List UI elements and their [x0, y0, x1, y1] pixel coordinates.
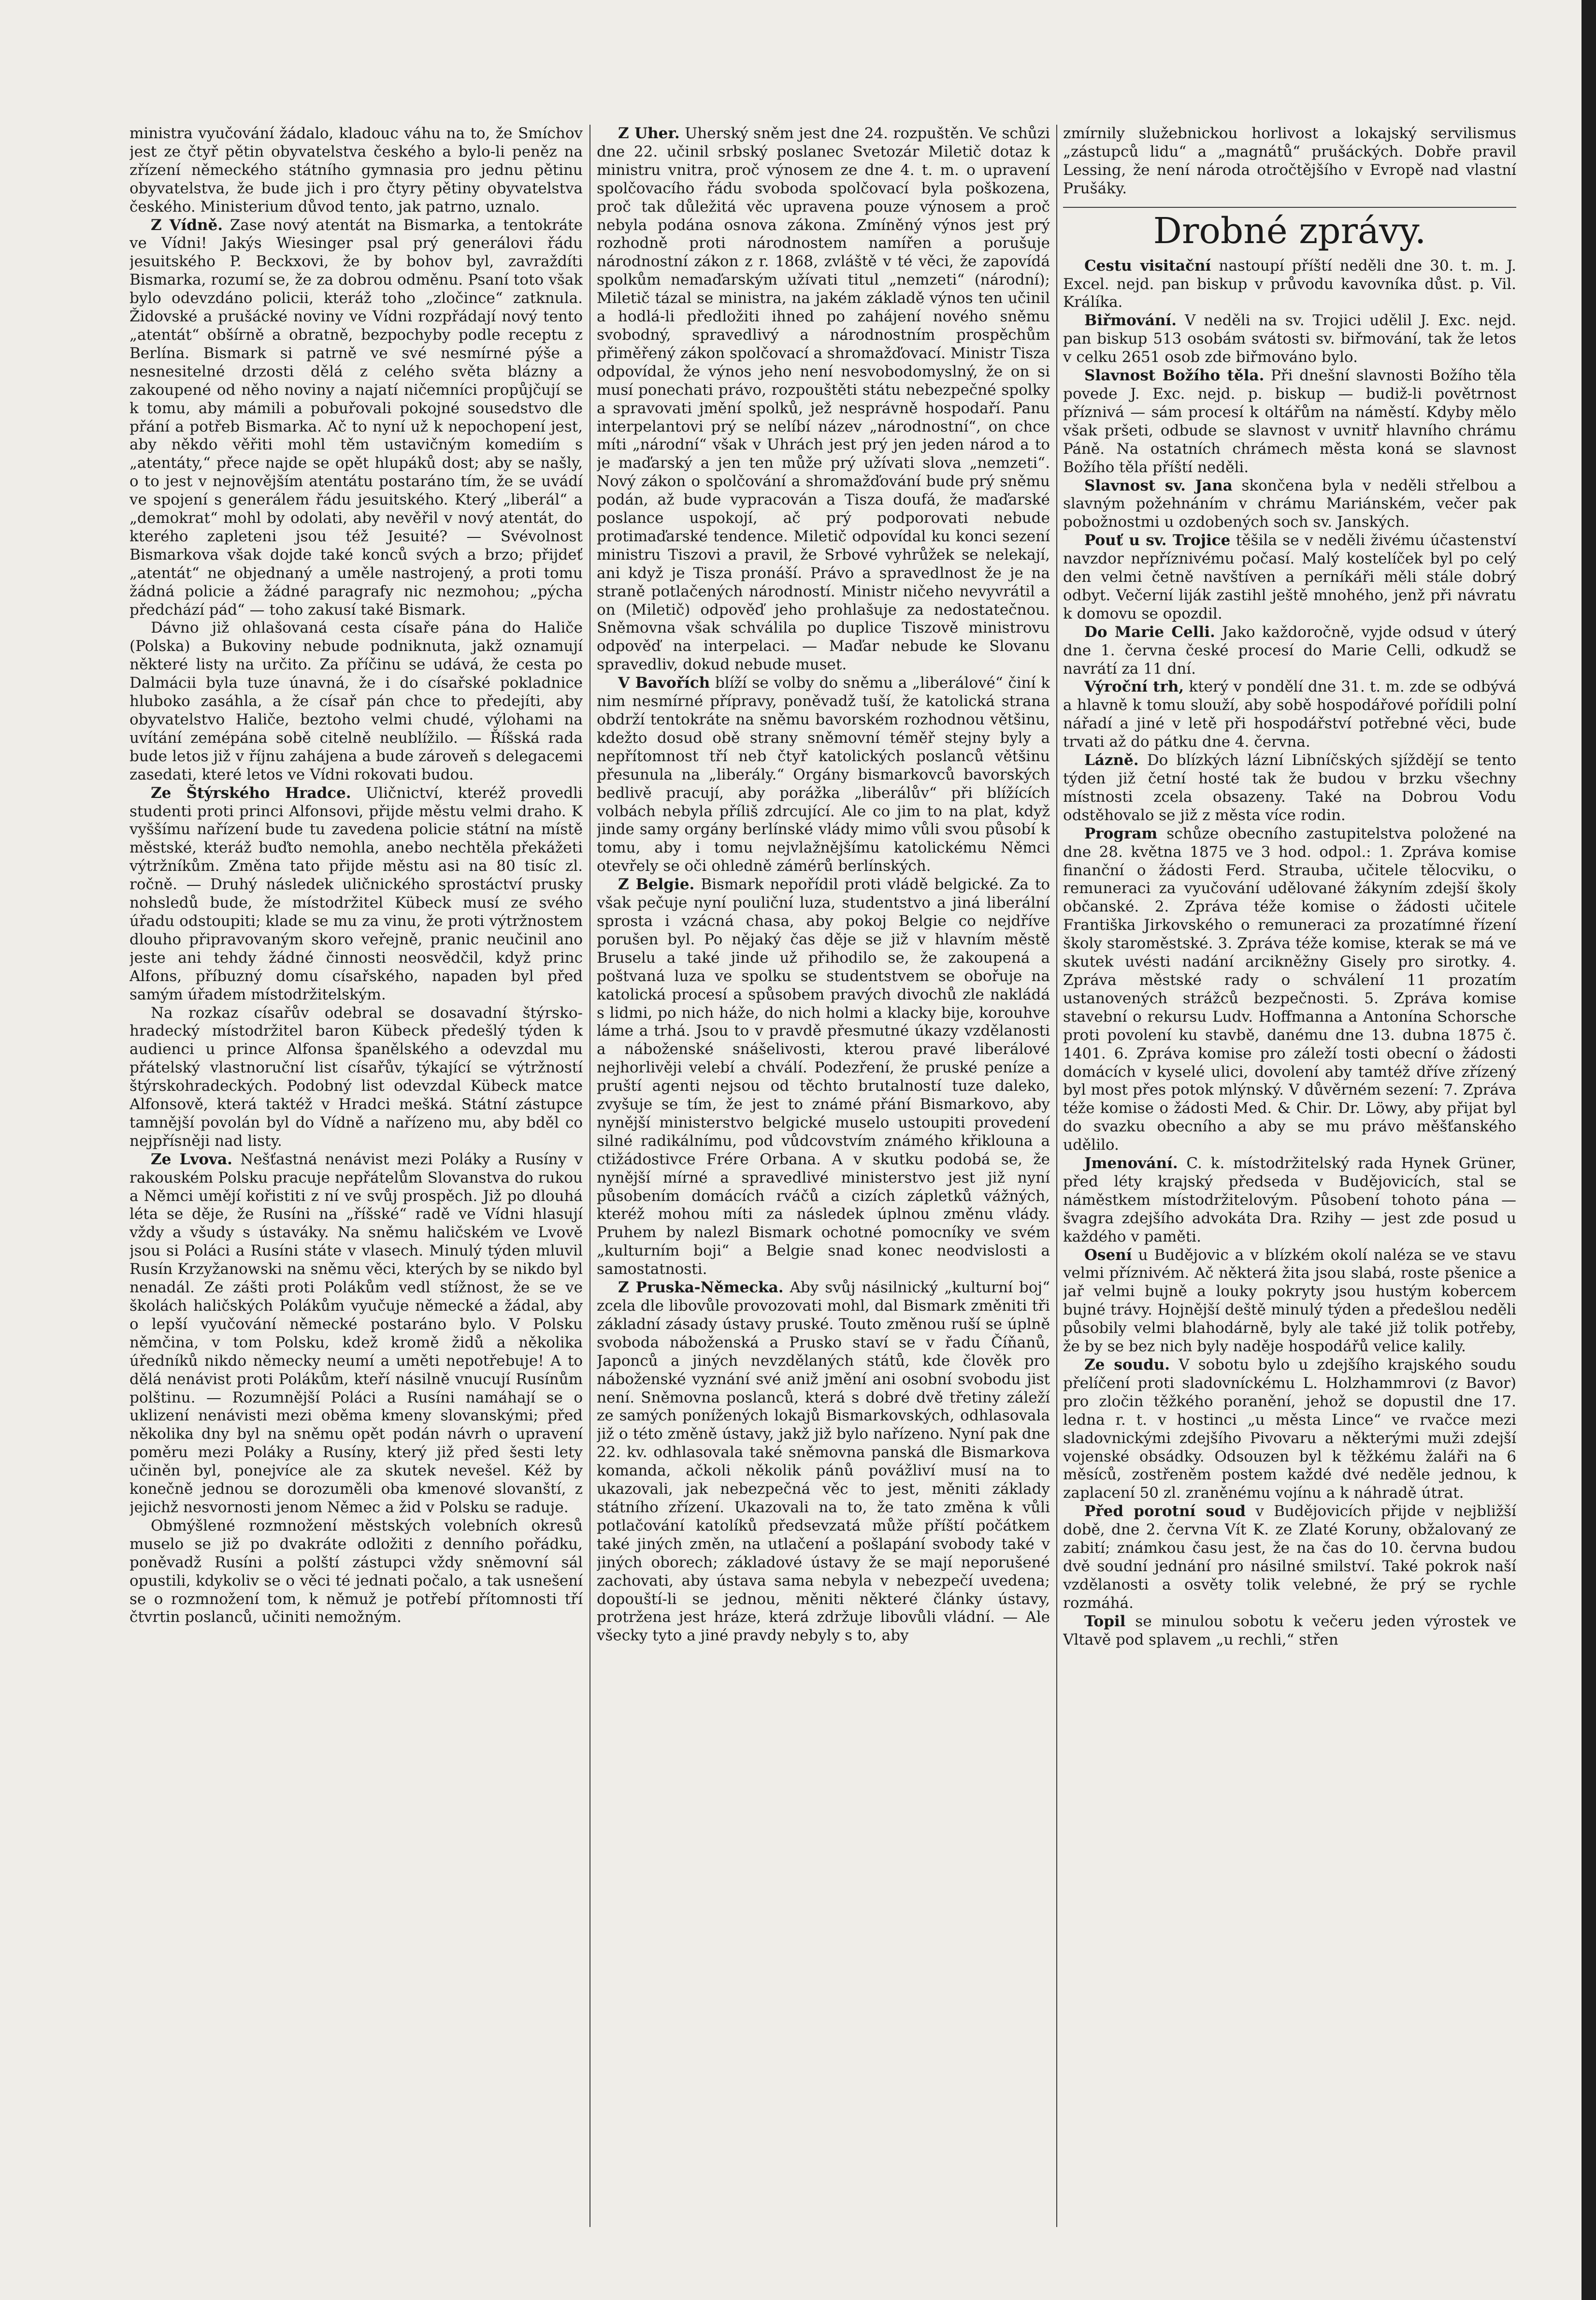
paragraph-text: těšila se v neděli živému účastenství navzdor nepříznivému počasí. Malý kostelíček byl po celý den velmi četně navštíven a perníkáři měli stále dobrý odbyt. Večerní liják zastihl ještě mnohého, jenž při návratu k domovu se opozdil. [1063, 532, 1516, 622]
paragraph-text: Dávno již ohlašovaná cesta císaře pána do Haliče (Polska) a Bukoviny nebude podniknuta, jakž oznamují některé listy na určito. Za příčinu se udává, že cesta po Dalmácii byla tuze únavná, že i do císařské pokladnice hluboko zasáhla, a že císař pán chce to předejíti, aby obyvatelstvo Haliče, beztoho velmi chudé, výlohami na uvítání zemépána sobě citelně neublížilo. — Říšská rada bude letos již v říjnu zahájena a bude zároveň s delegacemi zasedati, které letos ve Vídni rokovati budou. [129, 619, 583, 783]
article-paragraph [1063, 1613, 1516, 1649]
article-paragraph [129, 1151, 583, 1517]
article-paragraph [597, 674, 1050, 876]
paragraph-lead: Ze Štýrského Hradce. [151, 784, 351, 802]
paragraph-text: C. k. místodržitelský rada Hynek Grüner, před léty krajský předseda v Budějovicích, stal se náměstkem místodržitelovým. Působení tohoto pána — švagra zdejšího advokáta Dra. Rzihy — jest zde posud u každého v paměti. [1063, 1155, 1516, 1245]
paragraph-lead: Topil [1084, 1612, 1126, 1630]
paragraph-lead: Biřmování. [1084, 312, 1177, 330]
article-paragraph [1063, 752, 1516, 825]
section-heading: Drobné zprávy. [1063, 207, 1516, 251]
article-paragraph [1063, 1503, 1516, 1612]
paragraph-text: Jako každoročně, vyjde odsud v úterý dne 1. června české procesí do Marie Celli, odkudž se navrátí za 11 dní. [1063, 623, 1516, 678]
paragraph-lead: Program [1084, 825, 1158, 842]
paragraph-lead: Ze soudu. [1084, 1356, 1170, 1374]
article-paragraph [597, 125, 1050, 674]
paragraph-text: Zase nový atentát na Bismarka, a tentokráte ve Vídni! Jakýs Wiesinger psal prý generálovi řádu jesuitského P. Beckxovi, že by bohov byl, zavraždíti Bismarka, rozumí se, že za dobrou odměnu. Psaní toto však bylo odevzdáno policii, kteráž toho „zločince“ zatknula. Židovské a prušácké noviny ve Vídni rozpřádají nový tento „atentát“ obšírně a obratně, bezpochyby podle receptu z Berlína. Bismark si patrně ve své nesmírné pýše a nesnesitelné drzosti dělá z celého světa blázny a zakoupené od něho noviny a najatí ničemníci propůjčují se k tomu, aby mámili a pobuřovali pokojné sousedstvo dle přání a potřeb Bismarka. Ač to nyní už k nepochopení jest, aby někdo věřiti mohl těm ustavičným komediím s „atentáty,“ přece najde se opět hlupáků dost; aby se našly, o to jest v nejnovějším atentátu postaráno tím, že se uvádí ve spojení s generálem řádu jesuitského. Který „liberál“ a „demokrat“ mohl by odolati, aby nevěřil v nový atentát, do kterého zapleteni jsou též Jesuité? — Svévolnost Bismarkova však dojde také konců svých a brzo; přijdeť „atentát“ ne objednaný a uměle nastrojený, a proti tomu žádná policie a žádné paragrafy nic nezmohou; „pýcha předchází pád“ — toho zakusí také Bismark. [129, 216, 583, 619]
article-paragraph [129, 619, 583, 784]
article-paragraph [1063, 1155, 1516, 1246]
paragraph-text: Na rozkaz císařův odebral se dosavadní štýrsko-hradecký místodržitel baron Kübeck předešlý týden k audienci u prince Alfonsa španělského a odevzdal mu přátelský vlastnoruční list císařův, týkající se výtržností štýrskohradeckých. Podobný list odevzdal Kübeck matce Alfonsově, která taktéž v Hradci mešká. Státní zástupce tamnější povolán byl do Vídně a nařízeno mu, aby bděl co nejpřísněji nad listy. [129, 1004, 583, 1150]
paragraph-text: skončena byla v neděli střelbou a slavným požehnáním v chrámu Mariánském, večer pak pobožnostmi u ozdobených soch sv. Janských. [1063, 477, 1516, 531]
paragraph-lead: Slavnost sv. Jana [1084, 477, 1233, 494]
paragraph-text: se minulou sobotu k večeru jeden výrostek ve Vltavě pod splavem „u rechli,“ střen [1063, 1612, 1516, 1649]
article-paragraph [129, 125, 583, 217]
paragraph-lead: Ze Lvova. [151, 1150, 232, 1168]
column-rule [1056, 125, 1057, 2227]
paragraph-lead: Lázně. [1084, 752, 1139, 769]
paragraph-text: Uličnictví, kteréž provedli studenti proti princi Alfonsovi, přijde městu velmi draho. K vyššímu nařízení bude tu zavedena policie státní na místě městské, kteráž buďto nemohla, anebo nechtěla překážeti výtržníkům. Změna tato přijde městu asi na 80 tisíc zl. ročně. — Druhý následek uličnického sprostáctví prusky nohsledů bude, že místodržitel Kübeck musí ze svého úřadu odstoupiti; klade se mu za vinu, že proti výtržnostem dlouho připravovaným skoro veřejně, pranic neučinil ano jeste ani tehdy žádné činnosti neosvědčil, když princ Alfons, příbuzný domu císařského, napaden byl před samým úřadem místodržitelským. [129, 784, 583, 1003]
paragraph-text: Do blízkých lázní Libníčských sjíždějí se tento týden již četní hosté tak že budou v brzku všechny místnosti zcela obsazeny. Také na Dobrou Vodu odstěhovalo se již z města více rodin. [1063, 752, 1516, 824]
article-paragraph [1063, 477, 1516, 532]
article-paragraph [1063, 367, 1516, 477]
paragraph-text: zmírnily služebnickou horlivost a lokajský servilismus „zástupců lidu“ a „magnátů“ prušáckých. Dobře pravil Lessing, že není národa otročtějšího v Evropě nad vlastní Prušáky. [1063, 125, 1516, 197]
paragraph-lead: Cestu visitační [1084, 257, 1211, 275]
paragraph-text: Bismark nepořídil proti vládě belgické. Za to však pečuje nyní pouliční luza, studentstvo a jiná liberální sprosta i vzácná chasa, aby pokoj Belgie co nejdříve porušen byl. Po nějaký čas děje se již v hlavním městě Bruselu a také jinde už přihodilo se, že zakoupená a poštvaná luza ve spolku se studentstvem se obořuje na katolická procesí a spůsobem pravých divochů zle nakládá s lidmi, po nich háže, do nich holmi a klacky bije, korouhve láme a trhá. Jsou to v pravdě přesmutné úkazy vzdělanosti a náboženské snášelivosti, kterou pravé liberálové nejhorlivěji velebí a chválí. Podezření, že pruské peníze a pruští agenti nejsou od těchto brutalností tuze daleko, zvyšuje se tím, že jest to známé přání Bismarkovo, aby nynější ministerstvo belgické muselo ustoupiti provedení silné radikálnímu, pod vůdcovstvím známého křiklouna a ctižádostivce Frére Orbana. A v skutku podobá se, že nynější mírné a spravedlivé ministerstvo jest již nyní působením domácích rváčů a cizích zápletků vážných, kteréž mohou míti za následek úplnou změnu vlády. Pruhem by nalezl Bismark ochotné pomocníky ve svém „kulturním boji“ a Belgie snad konec neodvislosti a samostatnosti. [597, 876, 1050, 1278]
article-paragraph [1063, 125, 1516, 198]
column-2 [597, 125, 1050, 2227]
article-paragraph [1063, 825, 1516, 1155]
paragraph-lead: Pouť u sv. Trojice [1084, 532, 1231, 550]
article-paragraph [1063, 257, 1516, 312]
paragraph-text: Nešťastná nenávist mezi Poláky a Rusíny v rakouském Polsku pracuje nepřátelům Slovanstva do rukou a Němci umějí kořistiti z ní ve svůj prospěch. Již po dlouhá léta se děje, že Rusíni na „říšské“ radě ve Vídni hlasují vždy a všudy s ústaváky. Na sněmu haličském ve Lvově jsou si Poláci a Rusíni státe v vlasech. Minulý týden mluvil Rusín Krzyžanowski na sněmu věci, kterých by se nikdo byl nenadál. Ze zášti proti Polákům vedl stížnost, že se ve školách haličských Polákům vyučuje německé a žádal, aby o lepší vyučování německé postaráno bylo. V Polsku němčina, v tom Polsku, kdež kromě židů a několika úředníků nikdo německy neumí a uměti nepotřebuje! A to dělá nenávist proti Polákům, kteří násilně vnucují Rusínům polštinu. — Rozumnější Poláci a Rusíni namáhají se o uklizení nenávisti mezi oběma kmeny slovanskými; před několika dny byl na sněmu opět podán návrh o upravení poměru mezi Poláky a Rusíny, který již před šesti lety učiněn byl, ponejvíce ale za skutek nevešel. Kéž by konečně jednou se dorozuměli oba kmenové slovanští, z jejichž nesvornosti jenom Němec a žid v Polsku se raduje. [129, 1150, 583, 1516]
paragraph-lead: Z Uher. [618, 125, 680, 142]
article-paragraph [129, 217, 583, 620]
paragraph-text: V sobotu bylo u zdejšího krajského soudu přelíčení proti sladovníckému L. Holzhammrovi (z Bavor) pro zločin těžkého poranění, jehož se dopustil dne 17. ledna r. t. v hostinci „u města Lince“ ve rvačce mezi sladovnickými zdejšího Pivovaru a některými muži zdejší vojenské obsádky. Odsouzen byl k těžkému žaláři na 6 měsíců, zostřeněm postem každé dvé neděle jednou, k zaplacení 50 zl. zraněnému vojínu a k náhradě útrat. [1063, 1356, 1516, 1502]
article-paragraph [129, 784, 583, 1004]
paragraph-lead: Z Pruska-Německa. [618, 1279, 784, 1297]
article-paragraph [1063, 1356, 1516, 1503]
paragraph-lead: Z Belgie. [618, 876, 695, 894]
article-paragraph [1063, 1246, 1516, 1356]
paragraph-text: v Budějovicích přijde v nejbližší době, dne 2. června Vít K. ze Zlaté Koruny, obžalovaný ze zabití; známkou času jest, že na čas do 10. června budou dvě soudní jednání pro násilné smilství. Také pokrok naší vzdělanosti a osvěty tolik velebné, že prý se rychle rozmáhá. [1063, 1503, 1516, 1612]
column-3 [1063, 125, 1516, 2227]
paragraph-text: který v pondělí dne 31. t. m. zde se odbývá a hlavně k tomu slouží, aby sobě hospodářové pořídili polní nářadí a jiné v letě při hospodářství potřebné věci, bude trvati až do pátku dne 4. června. [1063, 678, 1516, 751]
paragraph-text: blíží se volby do sněmu a „liberálové“ činí k nim nesmírné přípravy, poněvadž tuší, že katolická strana obdrží tentokráte na sněmu bavorském rozhodnou většinu, kdežto dosud obě strany sněmovní téměř stejny byly a nepřítomnost tří neb čtyř katolických poslanců většinu přesunula na „liberály.“ Orgány bismarkovců bavorských bedlivě pracují, aby porážka „liberálův“ při blížících volbách nebyla příliš zdrcující. Ale co jim to na plat, když jinde samy orgány berlínské vlády mimo vůli svou působí k tomu, aby i tomu nejvlažnějšímu katolickému Němci otevřely se oči ohledně zámérů berlínských. [597, 674, 1050, 875]
paragraph-lead: V Bavořích [618, 674, 710, 692]
paragraph-text: Uherský sněm jest dne 24. rozpuštěn. Ve schůzi dne 22. učinil srbský poslanec Svetozár Miletič dotaz k ministru vnitra, proč výnosem ze dne 4. t. m. o upravení spolčovacího řádu svoboda spolčovací byla poškozena, proč tak důležitá věc upravena pouze výnosem a proč nebyla podána osnova zákona. Zmíněný výnos jest prý rozhodně proti národnostem namířen a porušuje národnostní zákon z r. 1868, zvláště v té věci, že zapovídá spolkům nemaďarským užívati titul „nemzeti“ (národní); Miletič tázal se ministra, na jakém základě výnos ten učinil a hodlá-li předložiti ihned po zahájení nového sněmu svobodný, spravedlivý a národnostním prospěchům přiměřený zákon spolčovací a shromažďovací. Ministr Tisza odpovídal, že výnos jeho není nesvobodomyslný, že on si musí ponechati právo, rozpouštěti státu nebezpečné spolky a spravovati jmění spolků, jež nesprávně hospodaří. Panu interpelantovi prý se nelíbí název „národnostní“, on chce míti „národní“ však v Uhrách jest prý jen jeden národ a to je maďarský a jen ten může prý užívati slova „nemzeti“. Nový zákon o spolčování a shromažďování bude prý sněmu podán, až bude vypracován a Tisza doufá, že maďarské poslance uspokojí, ač prý podporovati nebude protimaďarské tendence. Miletič odpovídal ku konci sezení ministru Tiszovi a pravil, že Srbové vyhrůžek se nelekají, ani když je Tisza pronáší. Právo a spravedlnost že je na straně potlačených národností. Ministr ničeho nevyvrátil a on (Miletič) odpověď jeho prohlašuje za nedostatečnou. Sněmovna však schválila po duplice Tiszově ministrovu odpověď na interpelaci. — Maďar nebude ke Slovanu spravedliv, dokud nebude muset. [597, 125, 1050, 674]
paragraph-text: Aby svůj násilnický „kulturní boj“ zcela dle libovůle provozovati mohl, dal Bismark změniti tři základní zásady ústavy pruské. Touto změnou ruší se úplně svoboda náboženská a Prusko staví se v řadu Číňanů, Japonců a jiných nevzdělaných států, kde člověk pro náboženské vyznání své aniž jmění ani osobní svobodu jist není. Sněmovna poslanců, která s dobré dvě třetiny záleží ze samých ponížených lokajů Bismarkovských, odhlasovala již o této změně ústavy, jakž již bylo nařízeno. Nyní pak dne 22. kv. odhlasovala také sněmovna panská dle Bismarkova komanda, ačkoli několik pánů povážliví musí na to ukazovali, jak nebezpečná věc to jest, měniti základy státního zřízení. Ukazovali na to, že tato změna k vůli potlačování katolíků předsevzatá může příští počátkem také jiných změn, na utlačení a pošlapání svobody také v jiných oborech; základové ústavy že se mají neporušené zachovati, aby ústava sama nebyla v nebezpečí uvedena; dopouští-li se jednou, měniti některé články ústavy, protržena jest hráze, která zdržuje libovůli vládní. — Ale všecky tyto a jiné pravdy nebyly s to, aby [597, 1279, 1050, 1645]
article-paragraph [1063, 678, 1516, 752]
article-paragraph [1063, 623, 1516, 679]
paragraph-text: schůze obecního zastupitelstva položené na dne 28. května 1875 ve 3 hod. odpol.: 1. Zpráva komise finanční o žádosti Ferd. Strauba, učitele tělocviku, o remuneraci za vyučování udělované žákyním zdejší školy občanské. 2. Zpráva téže komise o žádosti učitele Františka Jirkovského o remuneraci za prozatímné řízení školy staroměstské. 3. Zpráva téže komise, kterak se má ve skutek uvésti nadání arcikněžny Gisely pro sirotky. 4. Zpráva městské rady o schválení 11 prozatím ustanovených strážců bezpečnosti. 5. Zpráva komise stavební o rekursu Ludv. Hoffmanna a Antonína Schorsche proti povolení ku stavbě, danému dne 13. dubna 1875 č. 1401. 6. Zpráva komise pro záleží tosti obecní o žádosti domácích v kyselé ulici, dovolení aby tamtéž dříve zřízený byl most přes potok mlýnský. V důvěrném sezení: 7. Zpráva téže komise o žádosti Med. & Chir. Dr. Löwy, aby přijat byl do svazku obecního a aby se mu právo měšťanského udělilo. [1063, 825, 1516, 1154]
paragraph-text: ministra vyučování žádalo, kladouc váhu na to, že Smíchov jest ze čtyř pětin obyvatelstva českého a bylo-li peněz na zřízení německého státního gymnasia pro jednu pětinu obyvatelstva, že bude jich i pro čtyry pětiny obyvatelstva českého. Ministerium důvod tento, jak patrno, uznalo. [129, 125, 583, 216]
article-paragraph [129, 1517, 583, 1627]
paragraph-lead: Do Marie Celli. [1084, 623, 1215, 641]
paragraph-text: Obmýšlené rozmnožení městských volebních okresů muselo se již po dvakráte odložiti z denního pořádku, poněvadž Rusíni a polští zástupci vždy sněmovní sál opustili, kdykoliv se o věci té jednati počalo, a tak usnešení se o rozmnožení tom, k němuž je potřebí přítomnosti tří čtvrtin poslanců, učiniti nemožným. [129, 1517, 583, 1626]
article-paragraph [1063, 312, 1516, 367]
paragraph-text: nastoupí příští neděli dne 30. t. m. J. Excel. nejd. pan biskup v průvodu kavovníka důst. p. Vil. Králíka. [1063, 257, 1516, 311]
paragraph-text: V neděli na sv. Trojici udělil J. Exc. nejd. pan biskup 513 osobám svátosti sv. biřmování, tak že letos v celku 2651 osob zde biřmováno bylo. [1063, 312, 1516, 366]
article-paragraph [597, 1279, 1050, 1645]
paragraph-lead: Výroční trh, [1084, 678, 1184, 696]
paragraph-text: u Budějovic a v blízkém okolí naléza se ve stavu velmi příznivém. Ač některá žita jsou slabá, roste pšenice a jař velmi bujně a louky pokryty jsou hustým kobercem bujné trávy. Hojnější deště minulý týden a předešlou neděli působily velmi blahodárně, byly ale také již tolik potřeby, že by se bez nich byly naděje hospodářů velice kalily. [1063, 1246, 1516, 1356]
article-paragraph [597, 876, 1050, 1279]
paragraph-lead: Jmenování. [1084, 1155, 1178, 1172]
paragraph-lead: Osení [1084, 1246, 1132, 1264]
article-paragraph [129, 1004, 583, 1151]
article-paragraph [1063, 532, 1516, 623]
paragraph-lead: Před porotní soud [1084, 1503, 1246, 1520]
paragraph-text: Při dnešní slavnosti Božího těla povede J. Exc. nejd. p. biskup — budiž-li povětrnost příznivá — sám procesí k oltářům na náměstí. Kdyby mělo však pršeti, odbude se slavnost v uvnitř hlavního chrámu Páně. Na ostatních chrámech města koná se slavnost Božího těla příští neděli. [1063, 367, 1516, 476]
column-1 [129, 125, 583, 2227]
scan-edge [1582, 0, 1596, 2300]
paragraph-lead: Slavnost Božího těla. [1084, 367, 1265, 385]
paragraph-lead: Z Vídně. [151, 216, 223, 234]
